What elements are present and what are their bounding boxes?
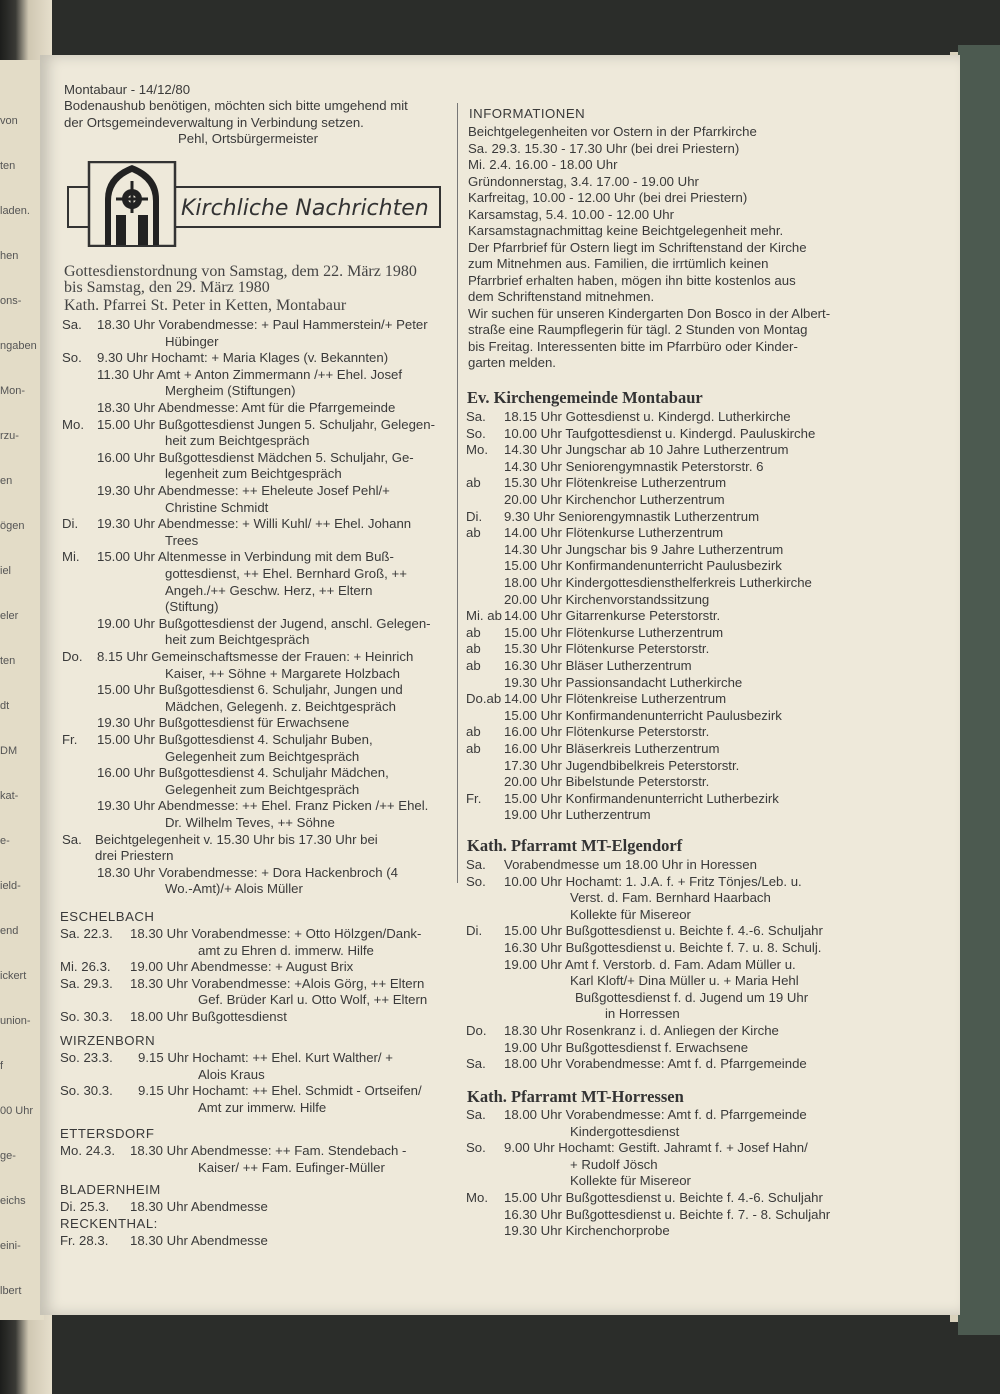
- day-label: Mo.: [466, 1190, 488, 1205]
- info-line: garten melden.: [468, 355, 556, 370]
- schedule-line: Vorabendmesse um 18.00 Uhr in Horessen: [504, 857, 757, 872]
- info-line: Pfarrbrief erhalten haben, mögen ihn bitte kostenlos aus: [468, 272, 796, 288]
- parish-title: Kath. Pfarrei St. Peter in Ketten, Montabaur: [64, 297, 347, 314]
- info-title: INFORMATIONEN: [469, 106, 586, 121]
- day-label: Di.: [466, 508, 483, 524]
- info-line: Sa. 29.3. 15.30 - 17.30 Uhr (bei drei Priestern): [468, 140, 740, 156]
- date-label: Mi. 26.3.: [60, 959, 111, 975]
- schedule-line: 19.30 Uhr Abendmesse: ++ Ehel. Franz Picken /++ Ehel.: [97, 798, 429, 814]
- schedule-heading-2: bis Samstag, den 29. März 1980: [64, 279, 270, 296]
- info-line: Karfreitag, 10.00 - 12.00 Uhr (bei drei Priestern): [468, 190, 748, 205]
- bladernheim-title: BLADERNHEIM: [60, 1182, 161, 1197]
- date-label: So. 23.3.: [60, 1050, 113, 1065]
- schedule-line: 8.15 Uhr Gemeinschaftsmesse der Frauen: + Heinrich: [97, 649, 414, 664]
- binding-fragment: eini-: [0, 1240, 21, 1252]
- schedule-line: Trees: [165, 532, 199, 548]
- binding-fragment: kat-: [0, 790, 19, 802]
- schedule-line: Alois Kraus: [198, 1066, 265, 1082]
- church-window-icon: [105, 165, 159, 245]
- binding-fragment: end: [0, 925, 19, 937]
- schedule-line: Bußgottesdienst f. d. Jugend um 19 Uhr: [575, 989, 809, 1005]
- schedule-line: heit zum Beichtgespräch: [165, 632, 310, 648]
- schedule-line: 19.30 Uhr Kirchenchorprobe: [504, 1223, 670, 1239]
- info-line: straße eine Raumpflegerin für tägl. 2 Stunden von Montag: [468, 322, 808, 337]
- binding-fragment: ngaben: [0, 340, 37, 352]
- binding-fragment: ickert: [0, 970, 27, 982]
- schedule-line: 18.30 Uhr Vorabendmesse: + Paul Hammerstein/+ Peter: [97, 317, 428, 332]
- schedule-line: 18.30 Uhr Abendmesse: ++ Fam. Stendebach -: [130, 1143, 407, 1158]
- day-label: ab: [466, 641, 481, 657]
- ev-title: Ev. Kirchengemeinde Montabaur: [467, 388, 703, 407]
- date-label: Sa. 22.3.: [60, 926, 113, 941]
- schedule-line: 9.15 Uhr Hochamt: ++ Ehel. Kurt Walther/ +: [138, 1050, 393, 1065]
- schedule-line: 9.15 Uhr Hochamt: ++ Ehel. Schmidt - Ortseifen/: [138, 1083, 422, 1099]
- binding-fragment: e-: [0, 835, 10, 847]
- schedule-line: (Stiftung): [165, 599, 219, 615]
- schedule-line: amt zu Ehren d. immerw. Hilfe: [198, 942, 374, 958]
- schedule-line: 15.00 Uhr Bußgottesdienst u. Beichte f. 4.-6. Schuljahr: [504, 923, 823, 939]
- schedule-line: in Horressen: [605, 1006, 680, 1022]
- schedule-line: 9.30 Uhr Hochamt: + Maria Klages (v. Bekannten): [97, 350, 389, 366]
- day-label: Do.: [466, 1023, 487, 1038]
- day-label: Mi.: [62, 549, 80, 565]
- schedule-line: Dr. Wilhelm Teves, ++ Söhne: [165, 815, 335, 830]
- schedule-line: 16.00 Uhr Bußgottesdienst 4. Schuljahr Mädchen,: [97, 765, 389, 781]
- schedule-line: 10.00 Uhr Hochamt: 1. J.A. f. + Fritz Tönjes/Leb. u.: [504, 873, 802, 889]
- schedule-line: Karl Kloft/+ Dina Müller u. + Maria Hehl: [570, 973, 799, 989]
- schedule-line: 14.30 Uhr Seniorengymnastik Peterstorstr. 6: [504, 458, 764, 474]
- schedule-line: 19.30 Uhr Abendmesse: + Willi Kuhl/ ++ Ehel. Johann: [97, 516, 412, 532]
- info-line: dem Schriftenstand mitnehmen.: [468, 289, 655, 304]
- schedule-line: gottesdienst, ++ Ehel. Bernhard Groß, ++: [165, 566, 407, 581]
- schedule-line: 17.30 Uhr Jugendbibelkreis Peterstorstr.: [504, 757, 740, 773]
- column-divider: [457, 103, 458, 883]
- day-label: Sa.: [62, 317, 82, 332]
- schedule-line: 15.00 Uhr Konfirmandenunterricht Paulusbezirk: [504, 707, 782, 723]
- binding-fragment: iel: [0, 565, 12, 577]
- binding-fragment: ten: [0, 655, 16, 667]
- info-line: Mi. 2.4. 16.00 - 18.00 Uhr: [468, 157, 618, 172]
- schedule-line: 14.00 Uhr Gitarrenkurse Peterstorstr.: [504, 608, 721, 624]
- binding-fragment: rzu-: [0, 430, 19, 442]
- binding-fragment: ten: [0, 160, 16, 172]
- schedule-line: Mergheim (Stiftungen): [165, 383, 296, 399]
- day-label: So.: [466, 873, 486, 889]
- day-label: Fr.: [62, 732, 78, 747]
- day-label: Sa.: [62, 831, 82, 847]
- schedule-line: 16.00 Uhr Bußgottesdienst Mädchen 5. Schuljahr, Ge-: [97, 449, 414, 465]
- date-label: Sa. 29.3.: [60, 975, 113, 991]
- schedule-line: 15.00 Uhr Bußgottesdienst Jungen 5. Schuljahr, Gelegen-: [97, 416, 435, 432]
- schedule-line: Gelegenheit zum Beichtgespräch: [165, 748, 360, 764]
- schedule-line: 18.30 Uhr Abendmesse: [130, 1233, 268, 1248]
- schedule-line: 20.00 Uhr Kirchenchor Lutherzentrum: [504, 492, 725, 507]
- schedule-line: 18.00 Uhr Vorabendmesse: Amt f. d. Pfarrgemeinde: [504, 1107, 807, 1122]
- binding-fragment: dt: [0, 700, 10, 712]
- schedule-line: Amt zur immerw. Hilfe: [198, 1099, 327, 1115]
- schedule-line: 19.00 Uhr Amt f. Verstorb. d. Fam. Adam Müller u.: [504, 956, 796, 972]
- schedule-line: 18.00 Uhr Vorabendmesse: Amt f. d. Pfarrgemeinde: [504, 1056, 807, 1072]
- info-line: Karsamstagnachmittag keine Beichtgelegenheit mehr.: [468, 223, 784, 238]
- schedule-line: 15.00 Uhr Konfirmandenunterricht Lutherbezirk: [504, 790, 779, 806]
- day-label: Di.: [62, 516, 79, 532]
- binding-fragment: hen: [0, 250, 19, 262]
- day-label: ab: [466, 475, 481, 491]
- horressen-title: Kath. Pfarramt MT-Horressen: [467, 1087, 684, 1106]
- info-line: Karsamstag, 5.4. 10.00 - 12.00 Uhr: [468, 206, 674, 222]
- schedule-line: Angeh./++ Geschw. Herz, ++ Eltern: [165, 582, 373, 598]
- schedule-line: 18.30 Uhr Vorabendmesse: + Otto Hölzgen/Dank-: [130, 926, 422, 941]
- binding-fragment: 00 Uhr: [0, 1105, 34, 1117]
- info-line: Gründonnerstag, 3.4. 17.00 - 19.00 Uhr: [468, 173, 699, 189]
- schedule-line: 16.30 Uhr Bußgottesdienst u. Beichte f. 7. u. 8. Schulj.: [504, 940, 822, 955]
- schedule-line: Christine Schmidt: [165, 499, 269, 515]
- schedule-line: 19.30 Uhr Bußgottesdienst für Erwachsene: [97, 715, 350, 731]
- schedule-line: 14.30 Uhr Jungschar bis 9 Jahre Lutherzentrum: [504, 541, 784, 557]
- schedule-line: 18.30 Uhr Abendmesse: Amt für die Pfarrgemeinde: [97, 400, 396, 415]
- binding-fragment: von: [0, 115, 18, 127]
- schedule-line: 19.00 Uhr Lutherzentrum: [504, 807, 651, 823]
- binding-fragment: ge-: [0, 1150, 16, 1162]
- binding-fragment: laden.: [0, 205, 30, 217]
- schedule-line: Kollekte für Misereor: [570, 1173, 691, 1189]
- schedule-line: 19.00 Uhr Abendmesse: + August Brix: [130, 959, 354, 975]
- info-line: bis Freitag. Interessenten bitte im Pfarrbüro oder Kinder-: [468, 338, 798, 354]
- schedule-line: Mädchen, Gelegenh. z. Beichtgespräch: [165, 698, 396, 714]
- day-label: Sa.: [466, 1107, 486, 1122]
- day-label: Do.: [62, 649, 83, 664]
- date-label: So. 30.3.: [60, 1083, 113, 1099]
- schedule-line: Gef. Brüder Karl u. Otto Wolf, ++ Eltern: [198, 992, 428, 1008]
- date-label: Mo. 24.3.: [60, 1143, 115, 1158]
- schedule-line: 18.30 Uhr Vorabendmesse: +Alois Görg, ++ Eltern: [130, 975, 425, 991]
- binding-fragment: ield-: [0, 880, 21, 892]
- schedule-line: Kindergottesdienst: [570, 1123, 680, 1139]
- day-label: So.: [466, 1140, 486, 1156]
- schedule-line: 15.00 Uhr Bußgottesdienst 4. Schuljahr Buben,: [97, 732, 373, 747]
- schedule-line: 19.00 Uhr Bußgottesdienst der Jugend, anschl. Gelegen-: [97, 615, 431, 631]
- schedule-line: 10.00 Uhr Taufgottesdienst u. Kindergd. Pauluskirche: [504, 425, 816, 441]
- day-label: So.: [466, 425, 486, 441]
- date-label: Di. 25.3.: [60, 1199, 110, 1214]
- schedule-line: Wo.-Amt)/+ Alois Müller: [165, 881, 303, 897]
- schedule-line: 19.30 Uhr Passionsandacht Lutherkirche: [504, 674, 743, 690]
- schedule-line: 18.30 Uhr Vorabendmesse: + Dora Hackenbroch (4: [97, 864, 398, 880]
- book-cover-board: [958, 45, 1000, 1335]
- previous-page-edge: [0, 60, 44, 1320]
- schedule-line: 16.00 Uhr Flötenkurse Peterstorstr.: [504, 724, 710, 740]
- elgendorf-title: Kath. Pfarramt MT-Elgendorf: [467, 836, 683, 855]
- day-label: ab: [466, 624, 481, 640]
- day-label: Mo.: [62, 416, 84, 432]
- schedule-line: 11.30 Uhr Amt + Anton Zimmermann /++ Ehel. Josef: [97, 366, 403, 382]
- schedule-line: 15.00 Uhr Altenmesse in Verbindung mit dem Buß-: [97, 549, 394, 565]
- day-label: ab: [466, 724, 481, 740]
- binding-fragment: union-: [0, 1015, 31, 1027]
- schedule-line: 15.00 Uhr Bußgottesdienst 6. Schuljahr, Jungen und: [97, 682, 403, 698]
- schedule-line: 15.00 Uhr Bußgottesdienst u. Beichte f. 4.-6. Schuljahr: [504, 1190, 823, 1205]
- dateline: Montabaur - 14/12/80: [64, 82, 191, 97]
- kirchliche-nachrichten-banner: [67, 161, 441, 247]
- schedule-line: Verst. d. Fam. Bernhard Haarbach: [570, 890, 771, 906]
- banner-title: Kirchliche Nachrichten: [181, 196, 429, 221]
- binding-fragment: Mon-: [0, 385, 26, 397]
- info-line: Der Pfarrbrief für Ostern liegt im Schriftenstand der Kirche: [468, 239, 807, 255]
- schedule-line: Kaiser, ++ Söhne + Margarete Holzbach: [165, 665, 400, 681]
- ettersdorf-title: ETTERSDORF: [60, 1126, 155, 1141]
- schedule-line: 15.30 Uhr Flötenkreise Lutherzentrum: [504, 475, 727, 491]
- day-label: Mo.: [466, 442, 488, 458]
- schedule-line: 20.00 Uhr Kirchenvorstandssitzung: [504, 591, 710, 607]
- schedule-line: 16.30 Uhr Bläser Lutherzentrum: [504, 658, 692, 673]
- notice-line-2: der Ortsgemeindeverwaltung in Verbindung setzen.: [64, 115, 364, 130]
- day-label: Mi. ab: [466, 608, 502, 624]
- schedule-line: 19.30 Uhr Abendmesse: ++ Eheleute Josef Pehl/+: [97, 483, 390, 498]
- schedule-line: Kollekte für Misereor: [570, 906, 691, 922]
- schedule-line: 18.00 Uhr Kindergottesdiensthelferkreis Lutherkirche: [504, 575, 812, 590]
- schedule-line: Gelegenheit zum Beichtgespräch: [165, 781, 360, 797]
- wirzenborn-title: WIRZENBORN: [60, 1033, 156, 1048]
- day-label: So.: [62, 350, 82, 366]
- schedule-line: + Rudolf Jösch: [570, 1156, 658, 1172]
- schedule-line: 19.00 Uhr Bußgottesdienst f. Erwachsene: [504, 1039, 749, 1055]
- day-label: Sa.: [466, 409, 486, 424]
- schedule-line: 16.00 Uhr Bläserkreis Lutherzentrum: [504, 741, 720, 756]
- binding-fragment: lbert: [0, 1285, 22, 1297]
- binding-fragment: ögen: [0, 520, 25, 532]
- day-label: ab: [466, 658, 481, 673]
- schedule-line: 14.00 Uhr Flötenkurse Lutherzentrum: [504, 525, 724, 541]
- schedule-line: 15.00 Uhr Konfirmandenunterricht Paulusbezirk: [504, 558, 782, 574]
- day-label: Do.ab: [466, 691, 502, 707]
- binding-fragment: eler: [0, 610, 19, 622]
- schedule-line: legenheit zum Beichtgespräch: [165, 466, 342, 482]
- day-label: Di.: [466, 923, 483, 939]
- eschelbach-title: ESCHELBACH: [60, 909, 155, 924]
- schedule-line: 18.15 Uhr Gottesdienst u. Kindergd. Lutherkirche: [504, 409, 791, 424]
- info-line: Beichtgelegenheiten vor Ostern in der Pfarrkirche: [468, 124, 757, 139]
- date-label: So. 30.3.: [60, 1009, 113, 1024]
- binding-fragment: ons-: [0, 295, 22, 307]
- schedule-line: 16.30 Uhr Bußgottesdienst u. Beichte f. 7. - 8. Schuljahr: [504, 1206, 831, 1222]
- schedule-line: 9.30 Uhr Seniorengymnastik Lutherzentrum: [504, 508, 760, 524]
- schedule-line: 18.00 Uhr Bußgottesdienst: [130, 1009, 287, 1024]
- binding-fragment: eichs: [0, 1195, 26, 1207]
- day-label: ab: [466, 741, 481, 756]
- schedule-line: 18.30 Uhr Rosenkranz i. d. Anliegen der Kirche: [504, 1023, 779, 1038]
- reckenthal-title: RECKENTHAL:: [60, 1216, 158, 1231]
- notice-line-1: Bodenaushub benötigen, möchten sich bitte umgehend mit: [64, 98, 408, 113]
- schedule-line: 20.00 Uhr Bibelstunde Peterstorstr.: [504, 774, 710, 790]
- schedule-line: heit zum Beichtgespräch: [165, 433, 310, 449]
- schedule-heading-1: Gottesdienstordnung von Samstag, dem 22. März 1980: [64, 263, 417, 280]
- day-label: Sa.: [466, 857, 486, 872]
- schedule-line: Kaiser/ ++ Fam. Eufinger-Müller: [198, 1159, 385, 1175]
- binding-fragment: DM: [0, 745, 18, 757]
- schedule-line: Hübinger: [165, 333, 219, 349]
- binding-fragment: f: [0, 1060, 4, 1072]
- day-label: Fr.: [466, 790, 482, 806]
- date-label: Fr. 28.3.: [60, 1233, 109, 1248]
- day-label: Sa.: [466, 1056, 486, 1072]
- schedule-line: 15.00 Uhr Flötenkurse Lutherzentrum: [504, 624, 724, 640]
- info-line: Wir suchen für unseren Kindergarten Don Bosco in der Albert-: [468, 305, 831, 321]
- schedule-line: 14.00 Uhr Flötenkreise Lutherzentrum: [504, 691, 727, 707]
- day-label: ab: [466, 525, 481, 541]
- notice-signature: Pehl, Ortsbürgermeister: [178, 131, 318, 146]
- info-line: zum Mitnehmen aus. Familien, die irrtümlich keinen: [468, 256, 769, 271]
- schedule-line: drei Priestern: [95, 848, 174, 864]
- binding-fragment: en: [0, 475, 13, 487]
- schedule-line: 14.30 Uhr Jungschar ab 10 Jahre Lutherzentrum: [504, 442, 789, 458]
- schedule-line: 18.30 Uhr Abendmesse: [130, 1199, 268, 1214]
- schedule-line: 9.00 Uhr Hochamt: Gestift. Jahramt f. + Josef Hahn/: [504, 1140, 808, 1156]
- schedule-line: Beichtgelegenheit v. 15.30 Uhr bis 17.30 Uhr bei: [95, 831, 378, 847]
- schedule-line: 15.30 Uhr Flötenkurse Peterstorstr.: [504, 641, 710, 657]
